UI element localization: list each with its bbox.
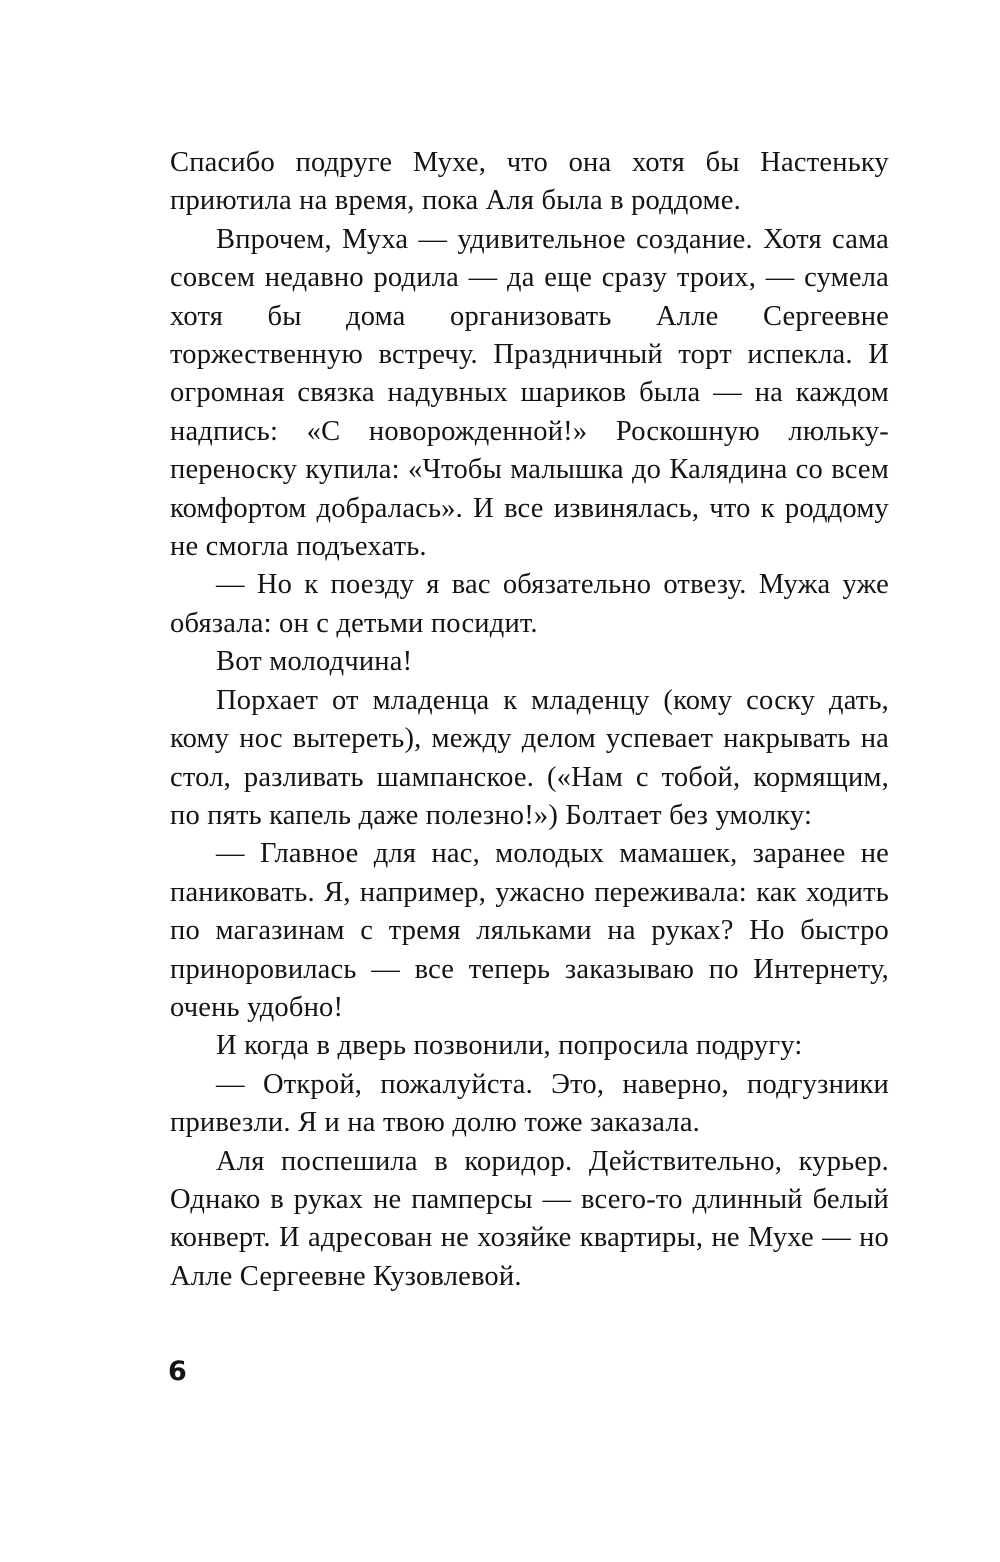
paragraph: — Главное для нас, молодых мамашек, заранее не паниковать. Я, например, ужасно переживала: как ходить по магазинам с тремя ляльками на руках? Но быстро приноровилась — все теперь заказываю по Интернету, очень удобно!	[170, 838, 889, 1023]
paragraph: Впрочем, Муха — удивительное создание. Хотя сама совсем недавно родила — да еще сразу троих, — сумела хотя бы дома организовать Алле Сергеевне торжественную встречу. Праздничный торт испекла. И огромная связка надувных шариков была — на каждом надпись: «С новорожденной!» Роскошную люльку-переноску купила: «Чтобы малышка до Калядина со всем комфортом добралась». И все извинялась, что к роддому не смогла подъехать.	[170, 223, 889, 563]
paragraph: Порхает от младенца к младенцу (кому соску дать, кому нос вытереть), между делом успевает накрывать на стол, разливать шампанское. («Нам с тобой, кормящим, по пять капель даже полезно!») Болтает без умолку:	[170, 684, 889, 831]
paragraph: Аля поспешила в коридор. Действительно, курьер. Однако в руках не памперсы — всего-то длинный белый конверт. И адресован не хозяйке квартиры, не Мухе — но Алле Сергеевне Кузовлевой.	[170, 1145, 889, 1292]
page-text	[170, 144, 889, 1296]
paragraph: Вот молодчина!	[216, 646, 413, 678]
paragraph: — Открой, пожалуйста. Это, наверно, подгузники привезли. Я и на твою долю тоже заказала.	[170, 1068, 889, 1139]
page-number: 6	[168, 1356, 187, 1387]
paragraph: И когда в дверь позвонили, попросила подругу:	[216, 1030, 803, 1062]
paragraph: — Но к поезду я вас обязательно отвезу. Мужа уже обязала: он с детьми посидит.	[170, 569, 889, 639]
paragraph: Спасибо подруге Мухе, что она хотя бы Настеньку приютила на время, пока Аля была в роддоме.	[170, 147, 889, 217]
